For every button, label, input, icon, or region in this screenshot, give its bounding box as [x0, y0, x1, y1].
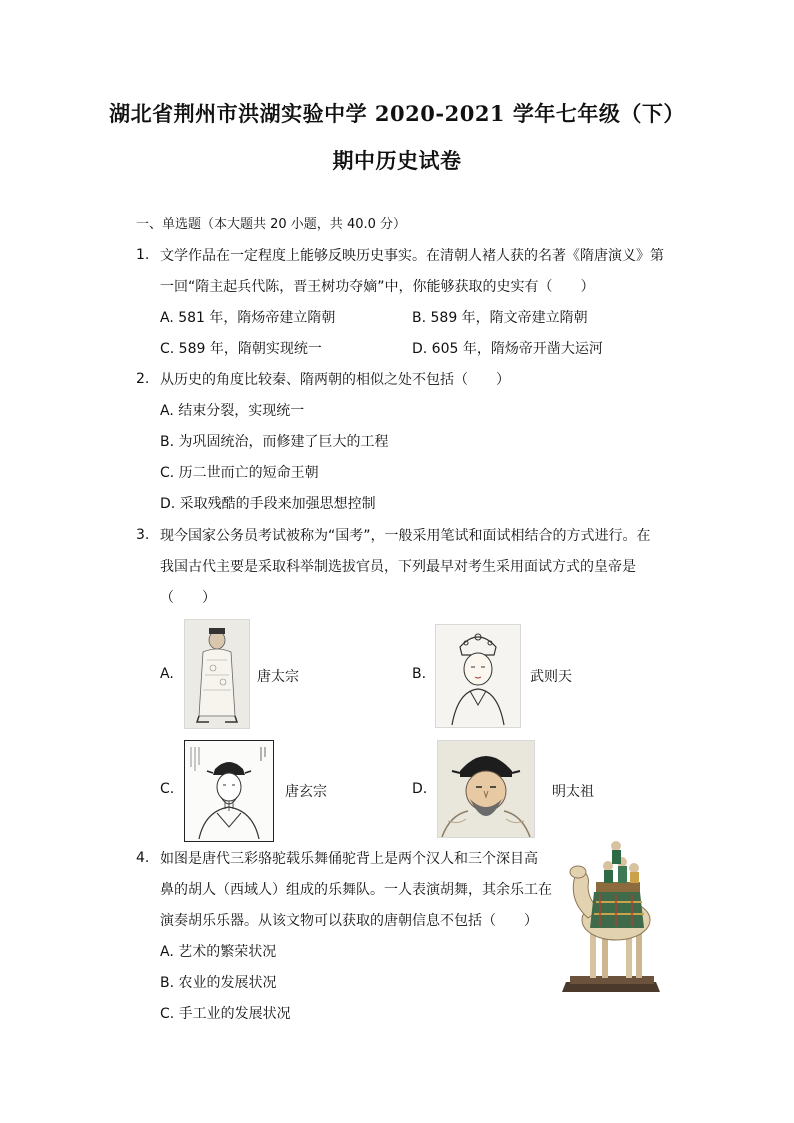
option-a: A. 581 年，隋炀帝建立隋朝 — [160, 310, 336, 326]
portrait-image-d — [437, 740, 535, 838]
option-b-name: 武则天 — [530, 669, 572, 685]
option-b: B. 农业的发展状况 — [160, 975, 277, 991]
option-d-letter: D. — [412, 781, 428, 797]
question-number: 4. — [136, 850, 150, 866]
portrait-image-b — [435, 624, 521, 728]
question-stem-line: 现今国家公务员考试被称为“国考”，一般采用笔试和面试相结合的方式进行。在 — [160, 528, 651, 544]
question-stem-line: 一回“隋主起兵代陈，晋王树功夺嫡”中，你能够获取的史实有（ ） — [160, 279, 595, 295]
question-number: 1. — [136, 247, 150, 263]
emperor-painting-icon — [438, 741, 534, 837]
option-d: D. 605 年，隋炀帝开凿大运河 — [412, 341, 603, 357]
emperor-line-drawing-icon — [185, 741, 273, 841]
option-d: D. 采取残酷的手段来加强思想控制 — [160, 496, 376, 512]
option-a-letter: A. — [160, 666, 174, 682]
portrait-image-c — [184, 740, 274, 842]
section-heading: 一、单选题（本大题共 20 小题，共 40.0 分） — [136, 217, 407, 232]
option-a: A. 结束分裂，实现统一 — [160, 403, 305, 419]
option-c: C. 589 年，隋朝实现统一 — [160, 341, 322, 357]
question-stem-line: 如图是唐代三彩骆驼载乐舞俑驼背上是两个汉人和三个深目高 — [160, 851, 538, 867]
question-number: 3. — [136, 527, 150, 543]
option-a-name: 唐太宗 — [257, 669, 299, 685]
question-stem-line: 我国古代主要是采取科举制选拔官员，下列最早对考生采用面试方式的皇帝是 — [160, 559, 636, 575]
question-stem-line: 文学作品在一定程度上能够反映历史事实。在清朝人褚人获的名著《隋唐演义》第 — [160, 248, 664, 264]
option-c-name: 唐玄宗 — [285, 784, 327, 800]
option-b-letter: B. — [412, 666, 427, 682]
option-a: A. 艺术的繁荣状况 — [160, 944, 277, 960]
option-b: B. 为巩固统治，而修建了巨大的工程 — [160, 434, 389, 450]
option-c: C. 手工业的发展状况 — [160, 1006, 291, 1022]
emperor-portrait-icon — [185, 620, 249, 728]
exam-title-line1: 湖北省荆州市洪湖实验中学 2020-2021 学年七年级（下） — [109, 101, 685, 126]
exam-title-line2: 期中历史试卷 — [332, 148, 462, 173]
question-stem-line: 演奏胡乐乐器。从该文物可以获取的唐朝信息不包括（ ） — [160, 913, 538, 929]
portrait-image-a — [184, 619, 250, 729]
question-number: 2. — [136, 371, 150, 387]
option-c: C. 历二世而亡的短命王朝 — [160, 465, 319, 481]
option-d-name: 明太祖 — [552, 784, 594, 800]
option-b: B. 589 年，隋文帝建立隋朝 — [412, 310, 588, 326]
tang-sancai-camel-image — [560, 832, 664, 996]
question-stem-line: （ ） — [160, 590, 216, 606]
question-stem-line: 鼻的胡人（西域人）组成的乐舞队。一人表演胡舞，其余乐工在 — [160, 882, 552, 898]
option-c-letter: C. — [160, 781, 175, 797]
camel-figurine-icon — [560, 832, 664, 996]
question-stem-line: 从历史的角度比较秦、隋两朝的相似之处不包括（ ） — [160, 372, 510, 388]
empress-portrait-icon — [436, 625, 520, 727]
